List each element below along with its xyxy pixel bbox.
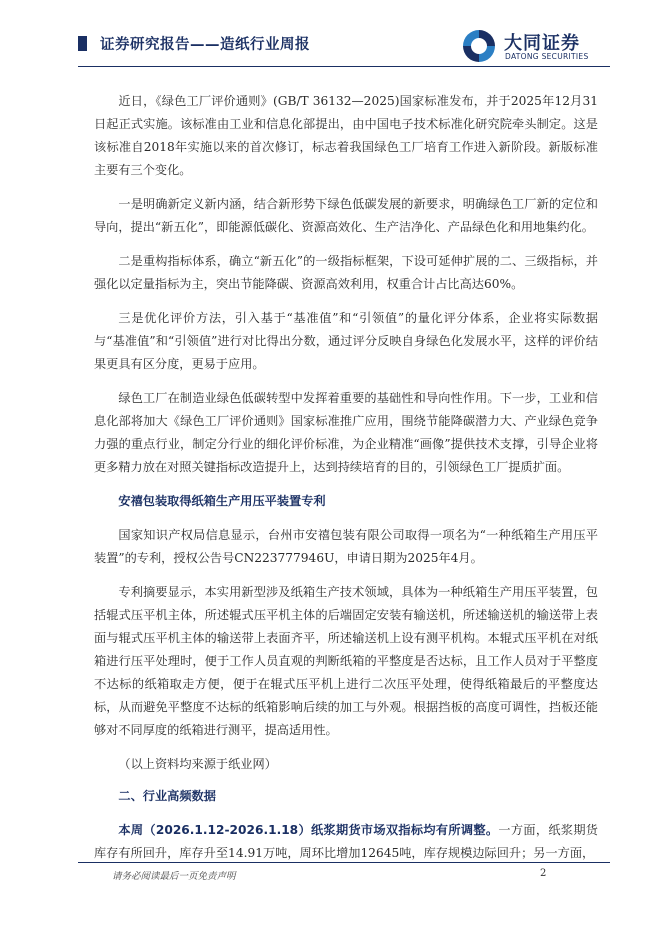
source-note: （以上资料均来源于纸业网） [118, 757, 277, 771]
paragraph-change-one: 一是明确新定义新内涵，结合新形势下绿色低碳发展的新要求，明确绿色工厂新的定位和导向，提出“新五化”，即能源低碳化、资源高效化、生产洁净化、产品绿色化和用地集约化。 [94, 197, 598, 234]
paragraph-change-two: 二是重构指标体系，确立“新五化”的一级指标框架，下设可延伸扩展的二、三级指标，并强化以定量指标为主，突出节能降碳、资源高效利用，权重合计占比高达60%。 [94, 254, 598, 291]
paragraph-patent-info: 国家知识产权局信息显示，台州市安禧包装有限公司取得一项名为“一种纸箱生产用压平装置”的专利，授权公告号CN223777946U，申请日期为2025年4月。 [94, 528, 598, 565]
report-title: 证券研究报告——造纸行业周报 [100, 37, 310, 53]
logo-english-name: DATONG SECURITIES [505, 52, 589, 61]
pulp-futures-text: 一方面，纸浆期货库存有所回升，库存升至14.91万吨，周环比增加12645吨，库存规模边际回升；另一方面， [94, 823, 598, 860]
section-heading-high-frequency-data: 二、行业高频数据 [118, 789, 216, 803]
paragraph-patent-abstract: 专利摘要显示，本实用新型涉及纸箱生产技术领域，具体为一种纸箱生产用压平装置，包括辊式压平机主体，所述辊式压平机主体的后端固定安装有输送机，所述输送机的输送带上表面与辊式压平机主体的输送带上表面齐平，所述输送机上设有测平机构。本辊式压平机在对纸箱进行压平处理时，便于工作人员直观的判断纸箱的平整度是否达标，且工作人员对于平整度不达标的纸箱取走方便，便于在辊式压平机上进行二次压平处理，使得纸箱最后的平整度达标，从而避免平整度不达标的纸箱影响后续的加工与外观。根据挡板的高度可调性，挡板还能够对不同厚度的纸箱进行测平，提高适用性。 [94, 585, 598, 737]
datong-logo-icon [460, 28, 498, 64]
page-header [78, 26, 610, 66]
section-heading-patent: 安禧包装取得纸箱生产用压平装置专利 [118, 494, 326, 508]
disclaimer-note: 请务必阅读最后一页免责声明 [112, 871, 236, 882]
paragraph-next-steps: 绿色工厂在制造业绿色低碳转型中发挥着重要的基础性和导向性作用。下一步，工业和信息化部将加大《绿色工厂评价通则》国家标准推广应用，围绕节能降碳潜力大、产业绿色竞争力强的重点行业，制定分行业的细化评价标准，为企业精准“画像”提供技术支撑，引导企业将更多精力放在对照关键指标改造提升上，达到持续培育的目的，引领绿色工厂提质扩面。 [94, 391, 598, 474]
footer-divider [78, 862, 610, 863]
pulp-futures-lead: 本周（2026.1.12-2026.1.18）纸浆期货市场双指标均有所调整。 [118, 823, 499, 837]
report-body [94, 90, 598, 876]
header-divider [78, 66, 610, 67]
logo-chinese-name: 大同证券 [504, 33, 580, 54]
page-number: 2 [540, 868, 547, 879]
header-accent-bar [78, 36, 87, 51]
paragraph-pulp-futures [94, 819, 598, 865]
paragraph-change-three: 三是优化评价方法，引入基于“基准值”和“引领值”的量化评分体系，企业将实际数据与“基准值”和“引领值”进行对比得出分数，通过评分反映自身绿色化发展水平，这样的评价结果更具有区分度，更易于应用。 [94, 311, 598, 371]
paragraph-standard-release: 近日，《绿色工厂评价通则》(GB/T 36132—2025)国家标准发布，并于2025年12月31日起正式实施。该标准由工业和信息化部提出，由中国电子技术标准化研究院牵头制定。这是该标准自2018年实施以来的首次修订，标志着我国绿色工厂培育工作进入新阶段。新版标准主要有三个变化。 [94, 94, 598, 177]
company-logo [460, 26, 610, 66]
